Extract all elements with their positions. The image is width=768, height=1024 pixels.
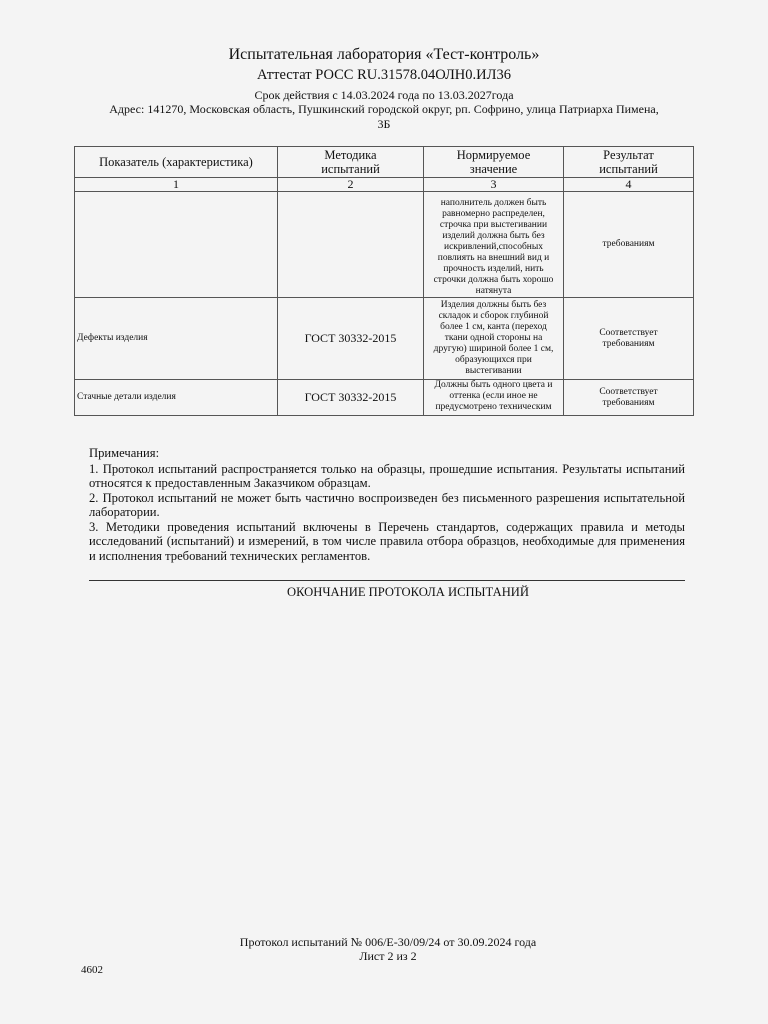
norm-line: складок и сборок глубиной — [438, 311, 549, 321]
cell-indicator: Дефекты изделия — [75, 298, 278, 380]
norm-line: строчки должна быть хорошо — [433, 275, 554, 285]
notes-section — [89, 446, 685, 563]
cell-indicator — [75, 192, 278, 298]
norm-line: более 1 см, канта (переход — [440, 322, 547, 332]
validity-period: Срок действия с 14.03.2024 года по 13.03.2027года — [254, 88, 514, 102]
cell-result — [564, 380, 694, 416]
norm-line: искривлений,способных — [444, 242, 543, 252]
column-number: 2 — [278, 178, 424, 192]
header-indicator: Показатель (характеристика) — [75, 147, 278, 178]
cell-norm — [424, 298, 564, 380]
result-line: Соответствует — [599, 327, 658, 338]
norm-line: предусмотрено техническим — [435, 402, 552, 412]
table-header-row — [75, 147, 694, 178]
header-norm-line-2: значение — [469, 162, 518, 176]
cell-indicator: Стачные детали изделия — [75, 380, 278, 416]
cell-norm — [424, 380, 564, 416]
certificate-number: Аттестат РОСС RU.31578.04ОЛН0.ИЛ36 — [257, 67, 511, 83]
footer-sheet-number: Лист 2 из 2 — [359, 949, 417, 963]
header-norm-line-1: Нормируемое — [456, 148, 531, 162]
table-row — [75, 298, 694, 380]
table-row — [75, 192, 694, 298]
page-code: 4602 — [81, 964, 103, 976]
result-line: требованиям — [602, 239, 655, 249]
table-row — [75, 380, 694, 416]
norm-line: Должны быть одного цвета и — [434, 380, 553, 390]
note-item: 1. Протокол испытаний распространяется только на образцы, прошедшие испытания. Результаты испытаний относятся к предоставленным Заказчиком образцам. — [89, 461, 685, 490]
footer-protocol-number: Протокол испытаний № 006/Е-30/09/24 от 30.09.2024 года — [239, 935, 537, 949]
address-line-1: Адрес: 141270, Московская область, Пушкинский городской округ, рп. Софрино, улица Патриарха Пимена, — [109, 102, 659, 116]
note-item: 3. Методики проведения испытаний включены в Перечень стандартов, содержащих правила и методы исследований (испытаний) и измерений, в том числе правила отбора образцов, необходимые для применения и исполнения требований технических регламентов. — [89, 519, 685, 563]
norm-line: образующихся при — [455, 355, 532, 365]
header-norm — [424, 147, 564, 178]
norm-line: натянута — [475, 286, 512, 296]
results-table — [74, 146, 694, 416]
column-number: 3 — [424, 178, 564, 192]
column-number: 1 — [75, 178, 278, 192]
norm-line: прочность изделий, нить — [443, 264, 544, 274]
result-line: требованиям — [602, 338, 655, 349]
cell-norm — [424, 192, 564, 298]
norm-line: строчка при выстегивании — [439, 220, 548, 230]
cell-result — [564, 298, 694, 380]
header-result-line-2: испытаний — [599, 162, 658, 176]
cell-method: ГОСТ 30332-2015 — [278, 380, 424, 416]
address-line-2: 3Б — [377, 117, 391, 131]
header-result-line-1: Результат — [603, 148, 654, 162]
header-method-line-1: Методика — [324, 148, 377, 162]
norm-line: повлиять на внешний вид и — [437, 253, 550, 263]
cell-method — [278, 192, 424, 298]
header-result — [564, 147, 694, 178]
norm-line: оттенка (если иное не — [449, 391, 538, 401]
norm-line: равномерно распределен, — [442, 209, 545, 219]
result-line: требованиям — [602, 397, 655, 408]
norm-line: другую) шириной более 1 см, — [433, 344, 554, 354]
header-method — [278, 147, 424, 178]
cell-result — [564, 192, 694, 298]
end-of-protocol: ОКОНЧАНИЕ ПРОТОКОЛА ИСПЫТАНИЙ — [286, 585, 529, 599]
norm-line: изделий должна быть без — [442, 231, 545, 241]
norm-line: выстегивании — [465, 366, 522, 376]
result-line: Соответствует — [599, 386, 658, 397]
column-number: 4 — [564, 178, 694, 192]
lab-title: Испытательная лаборатория «Тест-контроль» — [228, 46, 540, 63]
column-number-row — [75, 178, 694, 192]
divider-line — [89, 580, 685, 581]
header-method-line-2: испытаний — [321, 162, 380, 176]
norm-line: наполнитель должен быть — [440, 198, 547, 208]
note-item: 2. Протокол испытаний не может быть частично воспроизведен без письменного разрешения испытательной лаборатории. — [89, 490, 685, 519]
cell-method: ГОСТ 30332-2015 — [278, 298, 424, 380]
norm-line: Изделия должны быть без — [440, 300, 547, 310]
notes-title: Примечания: — [89, 446, 160, 460]
norm-line: ткани одной стороны на — [444, 333, 543, 343]
